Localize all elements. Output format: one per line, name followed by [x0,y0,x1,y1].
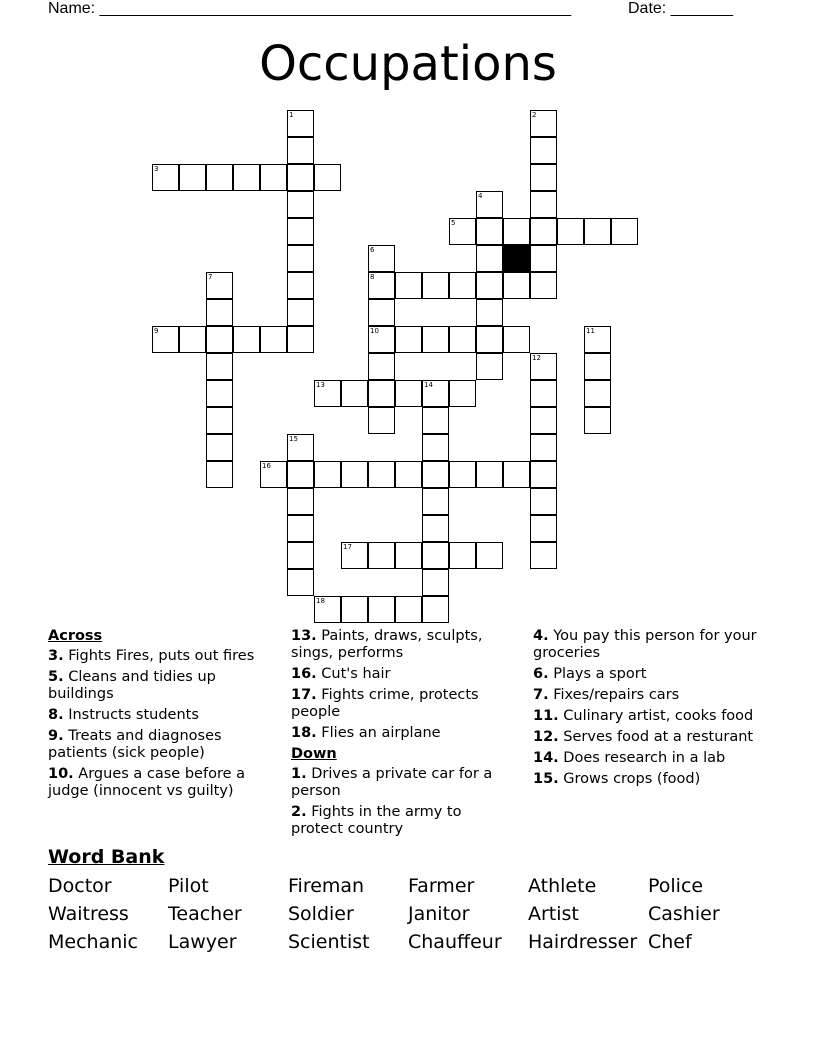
clue-across-3: 3. Fights Fires, puts out fires [48,648,255,664]
grid-cell[interactable] [422,407,449,434]
clue-down-12: 12. Serves food at a resturant [533,729,754,745]
grid-cell[interactable] [530,272,557,299]
grid-cell[interactable] [260,326,287,353]
grid-cell[interactable] [476,191,503,218]
grid-cell[interactable] [314,380,341,407]
clue-number: 8 [370,273,375,281]
name-line[interactable]: Name: _____________________________________________________ [48,0,572,17]
clue-down-14: 14. Does research in a lab [533,750,726,766]
date-line[interactable]: Date: _______ [628,0,733,17]
grid-cell[interactable] [368,326,395,353]
word-bank-item: Scientist [288,931,370,953]
grid-cell[interactable] [503,272,530,299]
word-bank-item: Farmer [408,875,475,897]
grid-cell[interactable] [314,461,341,488]
grid-cell[interactable] [422,542,449,569]
grid-cell[interactable] [368,542,395,569]
grid-cell[interactable] [395,326,422,353]
clue-across-10: 10. Argues a case before a judge (innocent vs guilty) [48,766,245,799]
word-bank-item: Lawyer [168,931,237,953]
grid-cell[interactable] [530,191,557,218]
grid-cell[interactable] [287,110,314,137]
grid-cell[interactable] [395,596,422,623]
down-heading: Down [291,746,337,762]
grid-cell[interactable] [584,326,611,353]
clue-across-17: 17. Fights crime, protects people [291,687,479,720]
grid-cell[interactable] [584,218,611,245]
grid-cell[interactable] [206,272,233,299]
word-bank-item: Pilot [168,875,209,897]
grid-cell[interactable] [287,488,314,515]
grid-cell[interactable] [449,461,476,488]
grid-cell[interactable] [287,137,314,164]
grid-cell[interactable] [422,380,449,407]
grid-cell[interactable] [260,164,287,191]
clue-number: 14 [424,381,433,389]
grid-cell[interactable] [287,515,314,542]
word-bank-item: Waitress [48,903,129,925]
word-bank-item: Fireman [288,875,365,897]
grid-cell[interactable] [557,218,584,245]
grid-cell[interactable] [530,461,557,488]
grid-cell[interactable] [368,353,395,380]
clue-number: 6 [370,246,375,254]
grid-cell[interactable] [341,542,368,569]
clue-down-2: 2. Fights in the army to protect country [291,804,462,837]
grid-cell[interactable] [476,353,503,380]
grid-cell[interactable] [476,542,503,569]
clue-number: 16 [262,462,271,470]
grid-cell[interactable] [287,299,314,326]
grid-cell[interactable] [449,542,476,569]
grid-cell[interactable] [584,407,611,434]
grid-cell[interactable] [503,326,530,353]
grid-cell[interactable] [206,407,233,434]
grid-cell[interactable] [287,569,314,596]
grid-cell[interactable] [314,164,341,191]
grid-cell[interactable] [422,596,449,623]
clue-across-18: 18. Flies an airplane [291,725,441,741]
across-heading: Across [48,628,103,644]
clue-number: 10 [370,327,379,335]
grid-cell[interactable] [395,272,422,299]
grid-cell[interactable] [260,461,287,488]
grid-cell[interactable] [476,245,503,272]
grid-cell[interactable] [233,326,260,353]
black-cell [503,245,530,272]
clue-number: 17 [343,543,352,551]
grid-cell[interactable] [287,542,314,569]
grid-cell[interactable] [530,488,557,515]
grid-cell[interactable] [368,596,395,623]
clues-column-2 [291,628,501,842]
grid-cell[interactable] [530,380,557,407]
word-bank-item: Hairdresser [528,931,638,953]
grid-cell[interactable] [287,218,314,245]
grid-cell[interactable] [287,461,314,488]
clue-number: 1 [289,111,294,119]
word-bank-item: Artist [528,903,579,925]
clue-number: 7 [208,273,213,281]
grid-cell[interactable] [287,434,314,461]
clue-number: 5 [451,219,456,227]
grid-cell[interactable] [395,461,422,488]
grid-cell[interactable] [152,326,179,353]
grid-cell[interactable] [476,461,503,488]
grid-cell[interactable] [233,164,260,191]
word-bank-item: Mechanic [48,931,138,953]
clues-column-1 [48,628,263,804]
clue-number: 3 [154,165,159,173]
grid-cell[interactable] [449,380,476,407]
clue-down-4: 4. You pay this person for your groceries [533,628,757,661]
grid-cell[interactable] [422,488,449,515]
grid-cell[interactable] [179,326,206,353]
grid-cell[interactable] [179,164,206,191]
grid-cell[interactable] [476,299,503,326]
grid-cell[interactable] [206,461,233,488]
grid-cell[interactable] [341,596,368,623]
grid-cell[interactable] [476,326,503,353]
word-bank-item: Athlete [528,875,597,897]
clue-across-13: 13. Paints, draws, sculpts, sings, performs [291,628,483,661]
grid-cell[interactable] [287,272,314,299]
grid-cell[interactable] [422,434,449,461]
grid-cell[interactable] [287,164,314,191]
grid-cell[interactable] [368,407,395,434]
grid-cell[interactable] [368,272,395,299]
grid-cell[interactable] [206,353,233,380]
clue-number: 2 [532,111,537,119]
clue-across-9: 9. Treats and diagnoses patients (sick people) [48,728,222,761]
grid-cell[interactable] [530,353,557,380]
word-bank-item: Soldier [288,903,354,925]
grid-cell[interactable] [206,164,233,191]
grid-cell[interactable] [206,380,233,407]
grid-cell[interactable] [530,245,557,272]
grid-cell[interactable] [341,380,368,407]
grid-cell[interactable] [476,218,503,245]
grid-cell[interactable] [476,272,503,299]
grid-cell[interactable] [341,461,368,488]
grid-cell[interactable] [503,461,530,488]
word-bank-title: Word Bank [48,846,165,868]
grid-cell[interactable] [287,245,314,272]
clue-number: 15 [289,435,298,443]
grid-cell[interactable] [530,542,557,569]
clue-number: 4 [478,192,483,200]
clues-column-3 [533,628,773,792]
clue-across-5: 5. Cleans and tidies up buildings [48,669,216,702]
grid-cell[interactable] [611,218,638,245]
grid-cell[interactable] [368,299,395,326]
grid-cell[interactable] [395,542,422,569]
grid-cell[interactable] [422,272,449,299]
grid-cell[interactable] [530,434,557,461]
grid-cell[interactable] [368,380,395,407]
grid-cell[interactable] [368,245,395,272]
grid-cell[interactable] [530,407,557,434]
clue-across-8: 8. Instructs students [48,707,199,723]
grid-cell[interactable] [422,461,449,488]
word-bank-item: Teacher [168,903,242,925]
clue-down-1: 1. Drives a private car for a person [291,766,493,799]
grid-cell[interactable] [314,596,341,623]
grid-cell[interactable] [530,164,557,191]
grid-cell[interactable] [395,380,422,407]
grid-cell[interactable] [449,218,476,245]
clue-number: 9 [154,327,159,335]
grid-cell[interactable] [206,326,233,353]
word-bank-item: Police [648,875,704,897]
grid-cell[interactable] [530,137,557,164]
word-bank-item: Chef [648,931,692,953]
grid-cell[interactable] [422,515,449,542]
clue-down-6: 6. Plays a sport [533,666,647,682]
word-bank-item: Chauffeur [408,931,502,953]
clue-number: 13 [316,381,325,389]
grid-cell[interactable] [206,299,233,326]
grid-cell[interactable] [206,434,233,461]
clue-number: 18 [316,597,325,605]
grid-cell[interactable] [503,218,530,245]
grid-cell[interactable] [422,569,449,596]
clue-down-11: 11. Culinary artist, cooks food [533,708,754,724]
word-bank-item: Janitor [408,903,470,925]
grid-cell[interactable] [422,326,449,353]
grid-cell[interactable] [449,272,476,299]
grid-cell[interactable] [530,218,557,245]
clue-across-16: 16. Cut's hair [291,666,391,682]
grid-cell[interactable] [530,110,557,137]
grid-cell[interactable] [368,461,395,488]
grid-cell[interactable] [287,191,314,218]
clue-down-7: 7. Fixes/repairs cars [533,687,680,703]
page-title: Occupations [259,36,557,92]
clue-number: 12 [532,354,541,362]
word-bank-item: Cashier [648,903,720,925]
clue-down-15: 15. Grows crops (food) [533,771,701,787]
clue-number: 11 [586,327,595,335]
grid-cell[interactable] [584,380,611,407]
grid-cell[interactable] [584,353,611,380]
grid-cell[interactable] [530,515,557,542]
grid-cell[interactable] [152,164,179,191]
word-bank-item: Doctor [48,875,112,897]
grid-cell[interactable] [449,326,476,353]
grid-cell[interactable] [287,326,314,353]
